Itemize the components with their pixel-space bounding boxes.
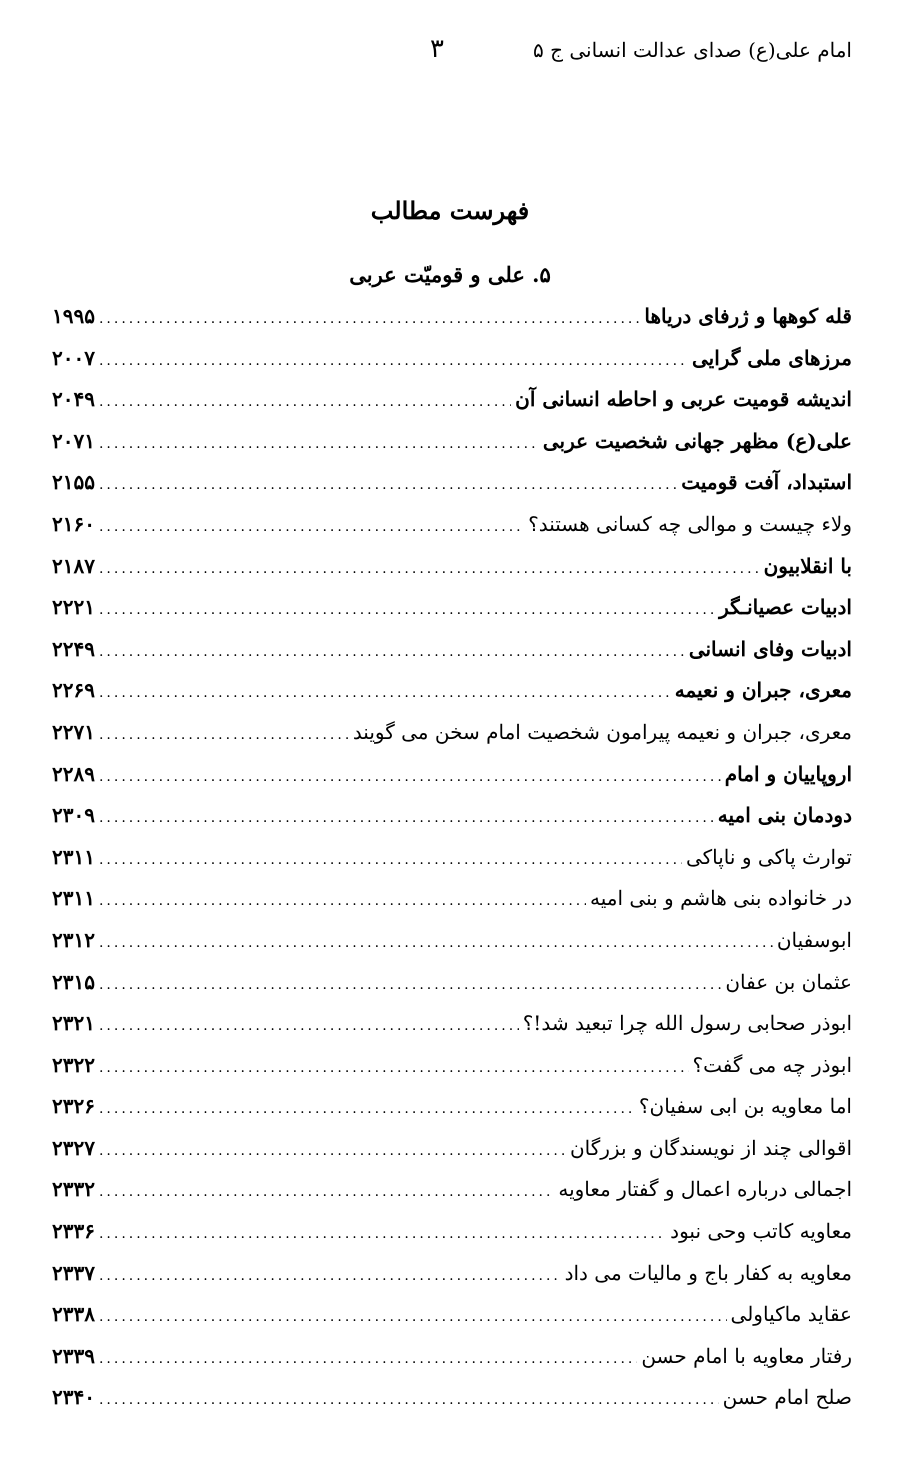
- toc-entry-title: با انقلابیون: [763, 553, 852, 578]
- toc-entry[interactable]: [52, 504, 852, 546]
- toc-entry-title: رفتار معاویه با امام حسن: [641, 1343, 852, 1368]
- toc-entry-page: ۲۳۲۱: [52, 1011, 95, 1036]
- toc-entry[interactable]: [52, 920, 852, 962]
- dot-leader: [99, 507, 524, 546]
- toc-entry-title: ابوسفیان: [776, 927, 852, 952]
- dot-leader: [99, 299, 640, 338]
- dot-leader: [99, 1131, 566, 1170]
- toc-entry-page: ۲۳۰۹: [52, 803, 95, 828]
- toc-entry-page: ۲۱۵۵: [52, 470, 95, 495]
- dot-leader: [99, 1048, 689, 1087]
- toc-entry[interactable]: [52, 421, 852, 463]
- toc-entry-title: ادبیات عصیانـگر: [719, 595, 852, 620]
- toc-entry-title: عقاید ماکیاولی: [730, 1302, 852, 1327]
- dot-leader: [99, 923, 773, 962]
- toc-entry-title: اروپاییان و امام: [724, 761, 852, 786]
- toc-entry-title: اندیشه قومیت عربی و احاطه انسانی آن: [515, 387, 852, 412]
- toc-entry[interactable]: [52, 878, 852, 920]
- toc-entry-page: ۲۰۴۹: [52, 387, 95, 412]
- dot-leader: [99, 881, 586, 920]
- toc-entry[interactable]: [52, 546, 852, 588]
- dot-leader: [99, 715, 349, 754]
- dot-leader: [99, 965, 721, 1004]
- toc-entry-page: ۲۳۱۵: [52, 969, 95, 994]
- dot-leader: [99, 1172, 554, 1211]
- toc-entry[interactable]: [52, 1086, 852, 1128]
- toc-entry-page: ۲۱۸۷: [52, 553, 95, 578]
- toc-entry-title: مرزهای ملی گرایی: [692, 345, 852, 370]
- toc-entry[interactable]: [52, 1003, 852, 1045]
- toc-entry-page: ۲۳۲۶: [52, 1094, 95, 1119]
- dot-leader: [99, 673, 671, 712]
- dot-leader: [99, 424, 539, 463]
- section-heading: ۵. علی و قومیّت عربی: [349, 262, 551, 287]
- toc-entry-page: ۲۲۶۹: [52, 678, 95, 703]
- toc-entry-title: معری، جبران و نعیمه پیرامون شخصیت امام سخن می گویند: [352, 719, 852, 744]
- toc-entry[interactable]: [52, 837, 852, 879]
- toc-entry-page: ۱۹۹۵: [52, 304, 95, 328]
- toc-entry[interactable]: [52, 962, 852, 1004]
- toc-entry-title: علی(ع) مظهر جهانی شخصیت عربی: [542, 428, 852, 453]
- dot-leader: [99, 798, 714, 837]
- toc-entry-title: در خانواده بنی هاشم و بنی امیه: [590, 886, 852, 911]
- toc-entry[interactable]: [52, 754, 852, 796]
- dot-leader: [99, 549, 760, 588]
- toc-entry-page: ۲۰۷۱: [52, 428, 95, 453]
- dot-leader: [99, 1339, 637, 1378]
- toc-entry-title: قله کوهها و ژرفای دریاها: [644, 304, 852, 328]
- toc-entry-page: ۲۳۳۸: [52, 1302, 95, 1327]
- toc-entry-title: استبداد، آفت قومیت: [681, 470, 852, 495]
- toc-entry-page: ۲۲۴۹: [52, 636, 95, 661]
- toc-entry-page: ۲۳۳۷: [52, 1260, 95, 1285]
- toc-entry-title: معری، جبران و نعیمه: [674, 678, 852, 703]
- dot-leader: [99, 1256, 561, 1295]
- toc-entry-title: صلح امام حسن: [722, 1385, 852, 1410]
- toc-entry[interactable]: [52, 338, 852, 380]
- toc-entry-page: ۲۳۲۷: [52, 1135, 95, 1160]
- toc-entry[interactable]: [52, 462, 852, 504]
- toc-entry-page: ۲۰۰۷: [52, 345, 95, 370]
- toc-entry-page: ۲۳۲۲: [52, 1052, 95, 1077]
- toc-entry[interactable]: [52, 670, 852, 712]
- toc-entry-page: ۲۲۲۱: [52, 595, 95, 620]
- toc-entry[interactable]: [52, 1253, 852, 1295]
- toc-entry-title: دودمان بنی امیه: [717, 803, 852, 828]
- toc-entry[interactable]: [52, 296, 852, 338]
- toc-entry-title: اما معاویه بن ابی سفیان؟: [638, 1094, 852, 1119]
- dot-leader: [99, 382, 511, 421]
- dot-leader: [99, 1214, 666, 1253]
- dot-leader: [99, 465, 677, 504]
- dot-leader: [99, 1297, 727, 1336]
- dot-leader: [99, 590, 715, 629]
- toc-entry[interactable]: [52, 1294, 852, 1336]
- toc-entry-page: ۲۳۳۹: [52, 1343, 95, 1368]
- running-title: امام علی(ع) صدای عدالت انسانی ج ۵: [532, 38, 852, 62]
- toc-entry[interactable]: [52, 1045, 852, 1087]
- toc-entry-page: ۲۲۸۹: [52, 761, 95, 786]
- dot-leader: [99, 840, 682, 879]
- toc-entry[interactable]: [52, 629, 852, 671]
- toc-entry-page: ۲۳۱۲: [52, 927, 95, 952]
- toc-entry-title: ولاء چیست و موالی چه کسانی هستند؟: [528, 511, 852, 536]
- toc-entry[interactable]: [52, 1336, 852, 1378]
- dot-leader: [99, 1380, 719, 1419]
- toc-entry[interactable]: [52, 795, 852, 837]
- toc-title: فهرست مطالب: [370, 196, 530, 225]
- toc-entry-title: عثمان بن عفان: [725, 969, 852, 994]
- dot-leader: [99, 632, 685, 671]
- toc-entry-title: ابوذر صحابی رسول الله چرا تبعید شد!؟: [522, 1011, 852, 1036]
- toc-entry-title: توارث پاکی و ناپاکی: [685, 844, 852, 869]
- toc-entry-page: ۲۳۱۱: [52, 886, 95, 911]
- toc-entry-title: معاویه به کفار باج و مالیات می داد: [564, 1260, 852, 1285]
- toc-entry-page: ۲۳۳۲: [52, 1177, 95, 1202]
- toc-entry[interactable]: [52, 1211, 852, 1253]
- toc-entry-page: ۲۳۴۰: [52, 1385, 95, 1410]
- toc-entry[interactable]: [52, 1169, 852, 1211]
- toc-entry-page: ۲۳۳۶: [52, 1219, 95, 1244]
- toc-entry-title: ادبیات وفای انسانی: [688, 636, 852, 661]
- dot-leader: [99, 341, 688, 380]
- dot-leader: [99, 1089, 635, 1128]
- toc-entry-title: اقوالی چند از نویسندگان و بزرگان: [569, 1135, 852, 1160]
- dot-leader: [99, 1006, 519, 1045]
- toc-entry-page: ۲۱۶۰: [52, 511, 95, 536]
- toc-entry[interactable]: [52, 1128, 852, 1170]
- toc-entry-page: ۲۳۱۱: [52, 844, 95, 869]
- dot-leader: [99, 757, 721, 796]
- page-number: ۳: [430, 34, 444, 64]
- toc-entry-title: اجمالی درباره اعمال و گفتار معاویه: [558, 1177, 852, 1202]
- toc-entry[interactable]: [52, 712, 852, 754]
- toc-entry[interactable]: [52, 1377, 852, 1419]
- toc-list: [52, 296, 852, 1419]
- toc-entry-title: ابوذر چه می گفت؟: [692, 1052, 852, 1077]
- toc-entry[interactable]: [52, 379, 852, 421]
- toc-entry[interactable]: [52, 587, 852, 629]
- toc-entry-title: معاویه کاتب وحی نبود: [670, 1219, 852, 1244]
- toc-entry-page: ۲۲۷۱: [52, 719, 95, 744]
